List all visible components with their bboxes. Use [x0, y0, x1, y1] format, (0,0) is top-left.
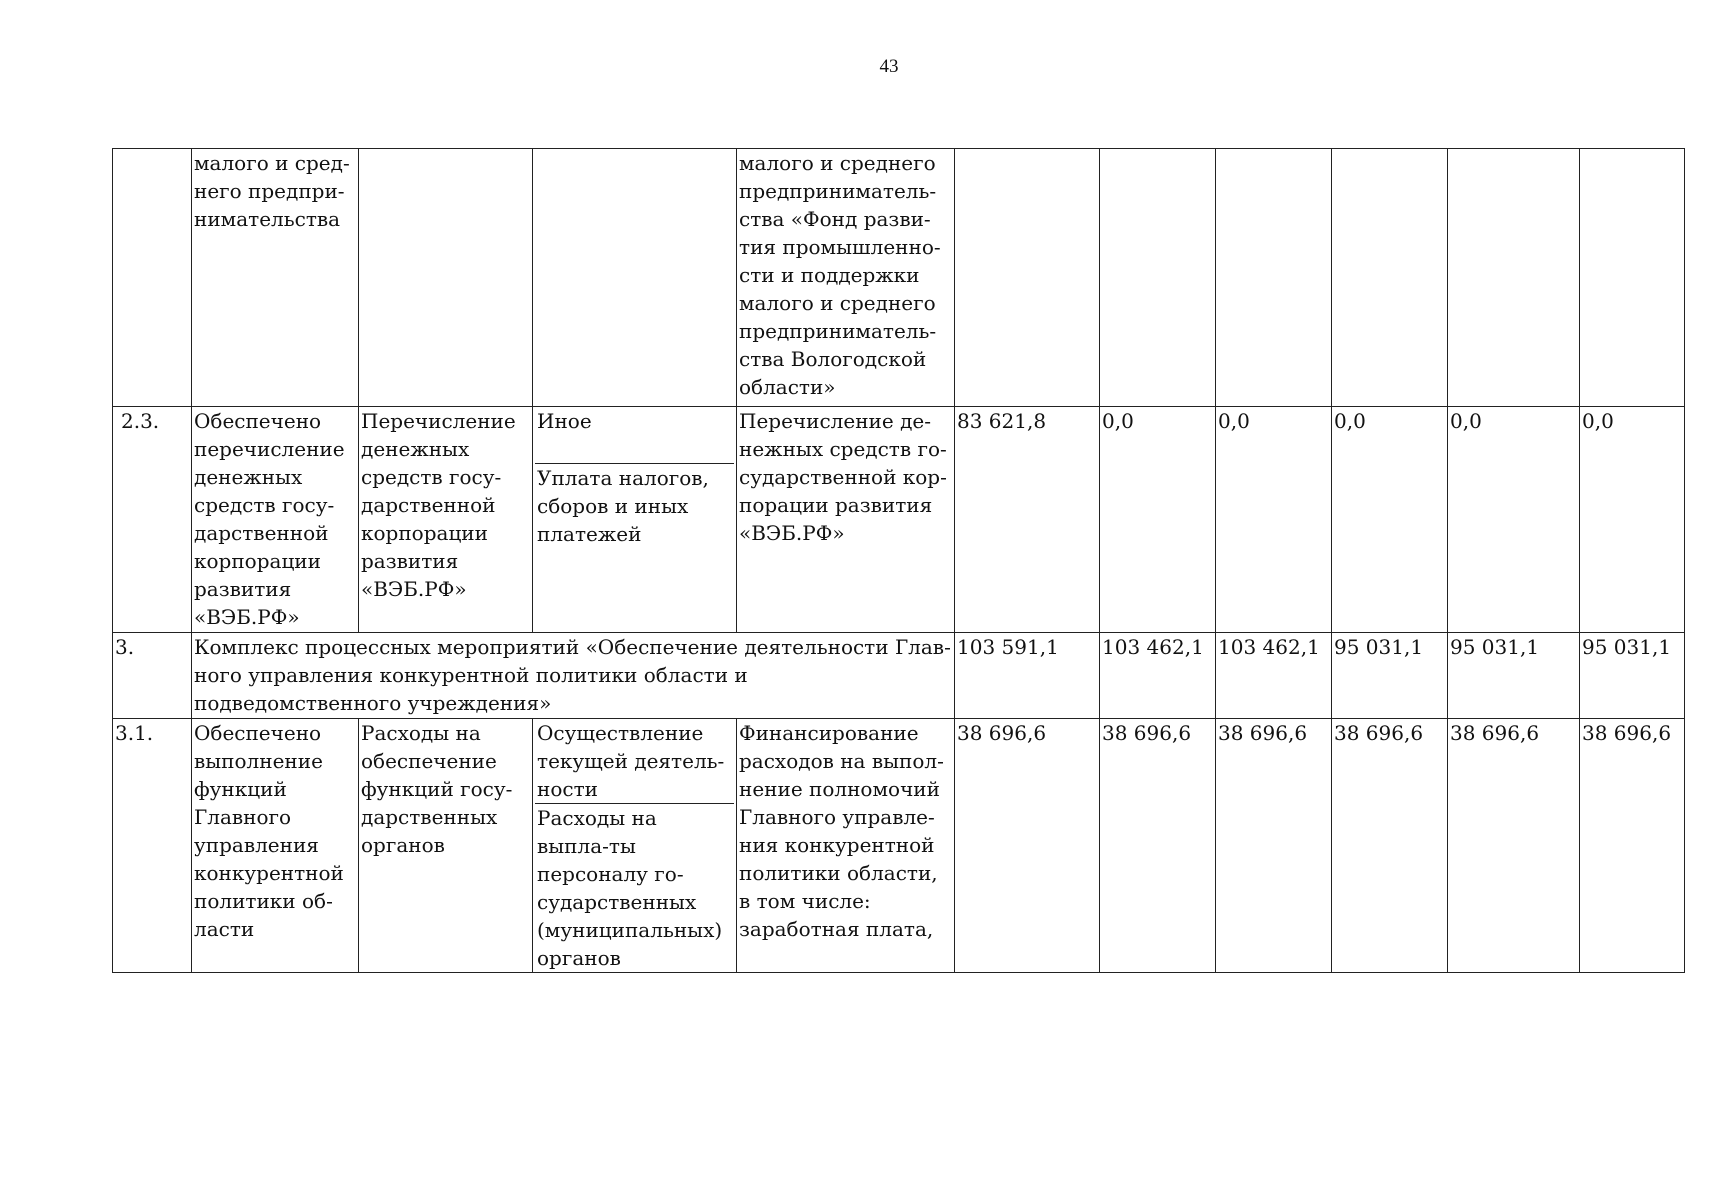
table-row — [113, 149, 1685, 407]
expense-type-bottom: Уплата налогов, сборов и иных платежей — [537, 466, 709, 546]
value-cell: 0,0 — [1448, 407, 1580, 633]
value-cell: 95 031,1 — [1332, 633, 1448, 719]
expense-type-cell — [533, 719, 737, 973]
page-number: 43 — [879, 56, 899, 77]
budget-table — [112, 148, 1685, 973]
table-row — [113, 407, 1685, 633]
description-cell: Финансирование расходов на выпол-нение полномочий Главного управле-ния конкурентной политики области, в том числе: заработная плата, — [737, 719, 955, 973]
description-cell: Перечисление де-нежных средств го-сударственной кор-порации развития «ВЭБ.РФ» — [737, 407, 955, 633]
value-cell: 103 462,1 — [1216, 633, 1332, 719]
result-cell: Обеспечено выполнение функций Главного управления конкурентной политики об-ласти — [192, 719, 359, 973]
value-cell: 95 031,1 — [1580, 633, 1685, 719]
value-cell: 0,0 — [1216, 407, 1332, 633]
row-number: 3.1. — [113, 719, 192, 973]
result-cell: Обеспечено перечисление денежных средств госу-дарственной корпорации развития «ВЭБ.РФ» — [192, 407, 359, 633]
expense-type-cell — [533, 149, 737, 407]
value-cell: 103 462,1 — [1100, 633, 1216, 719]
value-cell: 95 031,1 — [1448, 633, 1580, 719]
value-cell — [1100, 149, 1216, 407]
value-cell: 0,0 — [1580, 407, 1685, 633]
value-cell — [1216, 149, 1332, 407]
expense-type-bottom: Расходы на выпла-ты персоналу го-сударственных (муниципальных) органов — [537, 806, 723, 970]
value-cell: 38 696,6 — [1580, 719, 1685, 973]
row-number: 2.3. — [113, 407, 192, 633]
table-row — [113, 719, 1685, 973]
value-cell: 38 696,6 — [1332, 719, 1448, 973]
table-row — [113, 633, 1685, 719]
value-cell: 103 591,1 — [955, 633, 1100, 719]
value-cell: 83 621,8 — [955, 407, 1100, 633]
expense-type-top: Иное — [535, 407, 734, 464]
value-cell — [955, 149, 1100, 407]
result-cell: малого и сред-него предпри-нимательства — [192, 149, 359, 407]
row-number: 3. — [113, 633, 192, 719]
value-cell: 38 696,6 — [955, 719, 1100, 973]
task-cell: Расходы на обеспечение функций госу-дарственных органов — [359, 719, 533, 973]
value-cell: 38 696,6 — [1216, 719, 1332, 973]
task-cell: Перечисление денежных средств госу-дарственной корпорации развития «ВЭБ.РФ» — [359, 407, 533, 633]
section-title: Комплекс процессных мероприятий «Обеспечение деятельности Глав-ного управления конкурентной политики области и подведомственного учреждения» — [192, 633, 955, 719]
value-cell — [1580, 149, 1685, 407]
expense-type-top: Осуществление текущей деятель-ности — [535, 719, 734, 804]
row-number — [113, 149, 192, 407]
value-cell — [1332, 149, 1448, 407]
value-cell: 0,0 — [1332, 407, 1448, 633]
description-cell: малого и среднего предприниматель-ства «Фонд разви-тия промышленно-сти и поддержки малого и среднего предприниматель-ства Вологодской области» — [737, 149, 955, 407]
value-cell — [1448, 149, 1580, 407]
expense-type-cell — [533, 407, 737, 633]
value-cell: 38 696,6 — [1448, 719, 1580, 973]
value-cell: 0,0 — [1100, 407, 1216, 633]
task-cell — [359, 149, 533, 407]
value-cell: 38 696,6 — [1100, 719, 1216, 973]
